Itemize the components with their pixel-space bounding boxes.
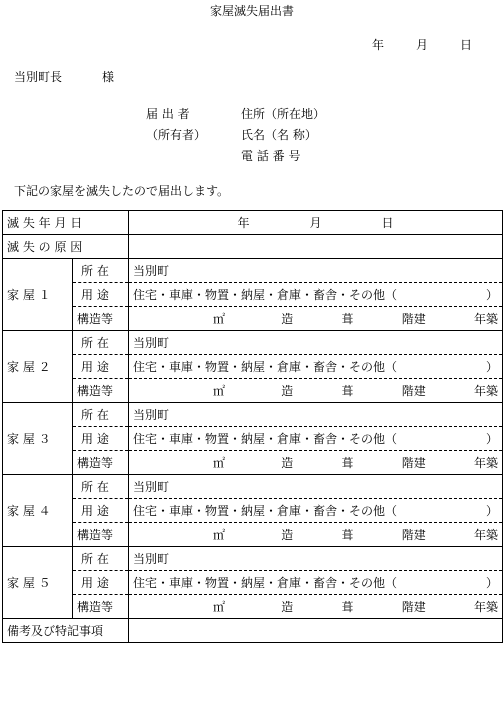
- roof-suffix: 葺: [341, 600, 354, 614]
- house-3-usage-row: [3, 427, 503, 451]
- house-3-location-row: [3, 403, 503, 427]
- roof-suffix: 葺: [341, 456, 354, 470]
- house-2-structure-row: [3, 379, 503, 403]
- house-5-location-field[interactable]: 当別町: [129, 547, 503, 571]
- owner-label: （所有者）: [146, 128, 207, 142]
- house-3-label: 家 屋 ３: [3, 403, 73, 475]
- floors-suffix: 階建: [401, 528, 426, 542]
- house-2-location-field[interactable]: 当別町: [129, 331, 503, 355]
- house-2-structure-label: 構造等: [73, 379, 129, 403]
- usage-close-paren: ）: [486, 360, 499, 374]
- house-1-structure-label: 構造等: [73, 307, 129, 331]
- loss-date-label: 滅 失 年 月 日: [3, 211, 129, 235]
- house-4-location-row: [3, 475, 503, 499]
- house-5-structure-row: [3, 595, 503, 619]
- addressee-name: 当別町長: [14, 70, 63, 84]
- house-3-location-label: [73, 403, 129, 427]
- location-label: 所 在: [81, 336, 109, 350]
- house-2-structure-field[interactable]: [129, 379, 503, 403]
- house-4-usage-label: [73, 499, 129, 523]
- construction-suffix: 造: [281, 312, 294, 326]
- location-label: 所 在: [81, 480, 109, 494]
- usage-label: 用 途: [81, 360, 109, 374]
- construction-suffix: 造: [281, 600, 294, 614]
- usage-label: 用 途: [81, 288, 109, 302]
- date-year-label: 年: [372, 38, 385, 52]
- year-built-suffix: 年築: [474, 312, 499, 326]
- area-unit: ㎡: [213, 528, 226, 542]
- house-2-usage-row: [3, 355, 503, 379]
- house-4-structure-field[interactable]: [129, 523, 503, 547]
- construction-suffix: 造: [281, 528, 294, 542]
- form-title: 家屋滅失届出書: [209, 4, 294, 18]
- house-1-label: 家 屋 １: [3, 259, 73, 331]
- house-4-usage-field[interactable]: [129, 499, 503, 523]
- usage-options: 住宅・車庫・物置・納屋・倉庫・畜舎・その他（: [133, 576, 398, 590]
- roof-suffix: 葺: [341, 312, 354, 326]
- house-3-usage-label: [73, 427, 129, 451]
- house-3-location-field[interactable]: 当別町: [129, 403, 503, 427]
- house-2-usage-field[interactable]: [129, 355, 503, 379]
- usage-options: 住宅・車庫・物置・納屋・倉庫・畜舎・その他（: [133, 360, 398, 374]
- house-1-location-row: [3, 259, 503, 283]
- house-5-usage-label: [73, 571, 129, 595]
- area-unit: ㎡: [213, 384, 226, 398]
- notifier-phone-field[interactable]: 電 話 番 号: [241, 149, 301, 163]
- roof-suffix: 葺: [341, 528, 354, 542]
- loss-date-field[interactable]: [129, 211, 503, 235]
- intro-text: 下記の家屋を滅失したので届出します。: [14, 184, 230, 198]
- cause-label: 滅 失 の 原 因: [3, 235, 129, 259]
- house-5-usage-row: [3, 571, 503, 595]
- floors-suffix: 階建: [401, 456, 426, 470]
- remarks-field[interactable]: [129, 619, 503, 643]
- usage-close-paren: ）: [486, 432, 499, 446]
- house-4-location-field[interactable]: 当別町: [129, 475, 503, 499]
- house-1-structure-row: [3, 307, 503, 331]
- loss-date-row: [3, 211, 503, 235]
- house-4-location-label: [73, 475, 129, 499]
- usage-options: 住宅・車庫・物置・納屋・倉庫・畜舎・その他（: [133, 432, 398, 446]
- loss-date-year: 年: [237, 216, 250, 230]
- notifier-name-field[interactable]: 氏名（名 称）: [241, 128, 317, 142]
- usage-label: 用 途: [81, 432, 109, 446]
- cause-row: [3, 235, 503, 259]
- year-built-suffix: 年築: [474, 384, 499, 398]
- location-label: 所 在: [81, 552, 109, 566]
- usage-options: 住宅・車庫・物置・納屋・倉庫・畜舎・その他（: [133, 288, 398, 302]
- addressee: [14, 68, 114, 85]
- house-3-structure-row: [3, 451, 503, 475]
- floors-suffix: 階建: [401, 384, 426, 398]
- usage-close-paren: ）: [486, 504, 499, 518]
- construction-suffix: 造: [281, 384, 294, 398]
- remarks-label: 備考及び特記事項: [3, 619, 129, 643]
- house-5-structure-label: 構造等: [73, 595, 129, 619]
- loss-date-day: 日: [381, 216, 394, 230]
- house-1-structure-field[interactable]: [129, 307, 503, 331]
- house-5-location-label: [73, 547, 129, 571]
- construction-suffix: 造: [281, 456, 294, 470]
- usage-label: 用 途: [81, 576, 109, 590]
- usage-options: 住宅・車庫・物置・納屋・倉庫・畜舎・その他（: [133, 504, 398, 518]
- house-3-usage-field[interactable]: [129, 427, 503, 451]
- house-2-usage-label: [73, 355, 129, 379]
- year-built-suffix: 年築: [474, 600, 499, 614]
- floors-suffix: 階建: [401, 312, 426, 326]
- area-unit: ㎡: [213, 456, 226, 470]
- house-5-structure-field[interactable]: [129, 595, 503, 619]
- house-5-usage-field[interactable]: [129, 571, 503, 595]
- house-2-label: 家 屋 ２: [3, 331, 73, 403]
- house-2-location-row: [3, 331, 503, 355]
- roof-suffix: 葺: [341, 384, 354, 398]
- notifier-label: 届 出 者: [146, 107, 190, 121]
- house-4-usage-row: [3, 499, 503, 523]
- year-built-suffix: 年築: [474, 528, 499, 542]
- cause-field[interactable]: [129, 235, 503, 259]
- notifier-address-field[interactable]: 住所（所在地）: [241, 107, 326, 121]
- location-label: 所 在: [81, 408, 109, 422]
- house-3-structure-label: 構造等: [73, 451, 129, 475]
- house-1-location-field[interactable]: 当別町: [129, 259, 503, 283]
- area-unit: ㎡: [213, 312, 226, 326]
- house-4-structure-label: 構造等: [73, 523, 129, 547]
- date-month-label: 月: [416, 38, 429, 52]
- usage-label: 用 途: [81, 504, 109, 518]
- house-1-usage-field[interactable]: [129, 283, 503, 307]
- house-2-location-label: [73, 331, 129, 355]
- loss-date-month: 月: [309, 216, 322, 230]
- addressee-honorific: 様: [102, 70, 115, 84]
- loss-form-table: [2, 210, 503, 643]
- area-unit: ㎡: [213, 600, 226, 614]
- house-4-structure-row: [3, 523, 503, 547]
- usage-close-paren: ）: [486, 288, 499, 302]
- house-1-usage-label: [73, 283, 129, 307]
- location-label: 所 在: [81, 264, 109, 278]
- remarks-row: [3, 619, 503, 643]
- house-5-label: 家 屋 ５: [3, 547, 73, 619]
- year-built-suffix: 年築: [474, 456, 499, 470]
- floors-suffix: 階建: [401, 600, 426, 614]
- house-1-usage-row: [3, 283, 503, 307]
- house-3-structure-field[interactable]: [129, 451, 503, 475]
- house-4-label: 家 屋 ４: [3, 475, 73, 547]
- usage-close-paren: ）: [486, 576, 499, 590]
- date-day-label: 日: [460, 38, 473, 52]
- house-5-location-row: [3, 547, 503, 571]
- notifier-block: [146, 104, 325, 167]
- house-1-location-label: [73, 259, 129, 283]
- submission-date: [372, 36, 492, 52]
